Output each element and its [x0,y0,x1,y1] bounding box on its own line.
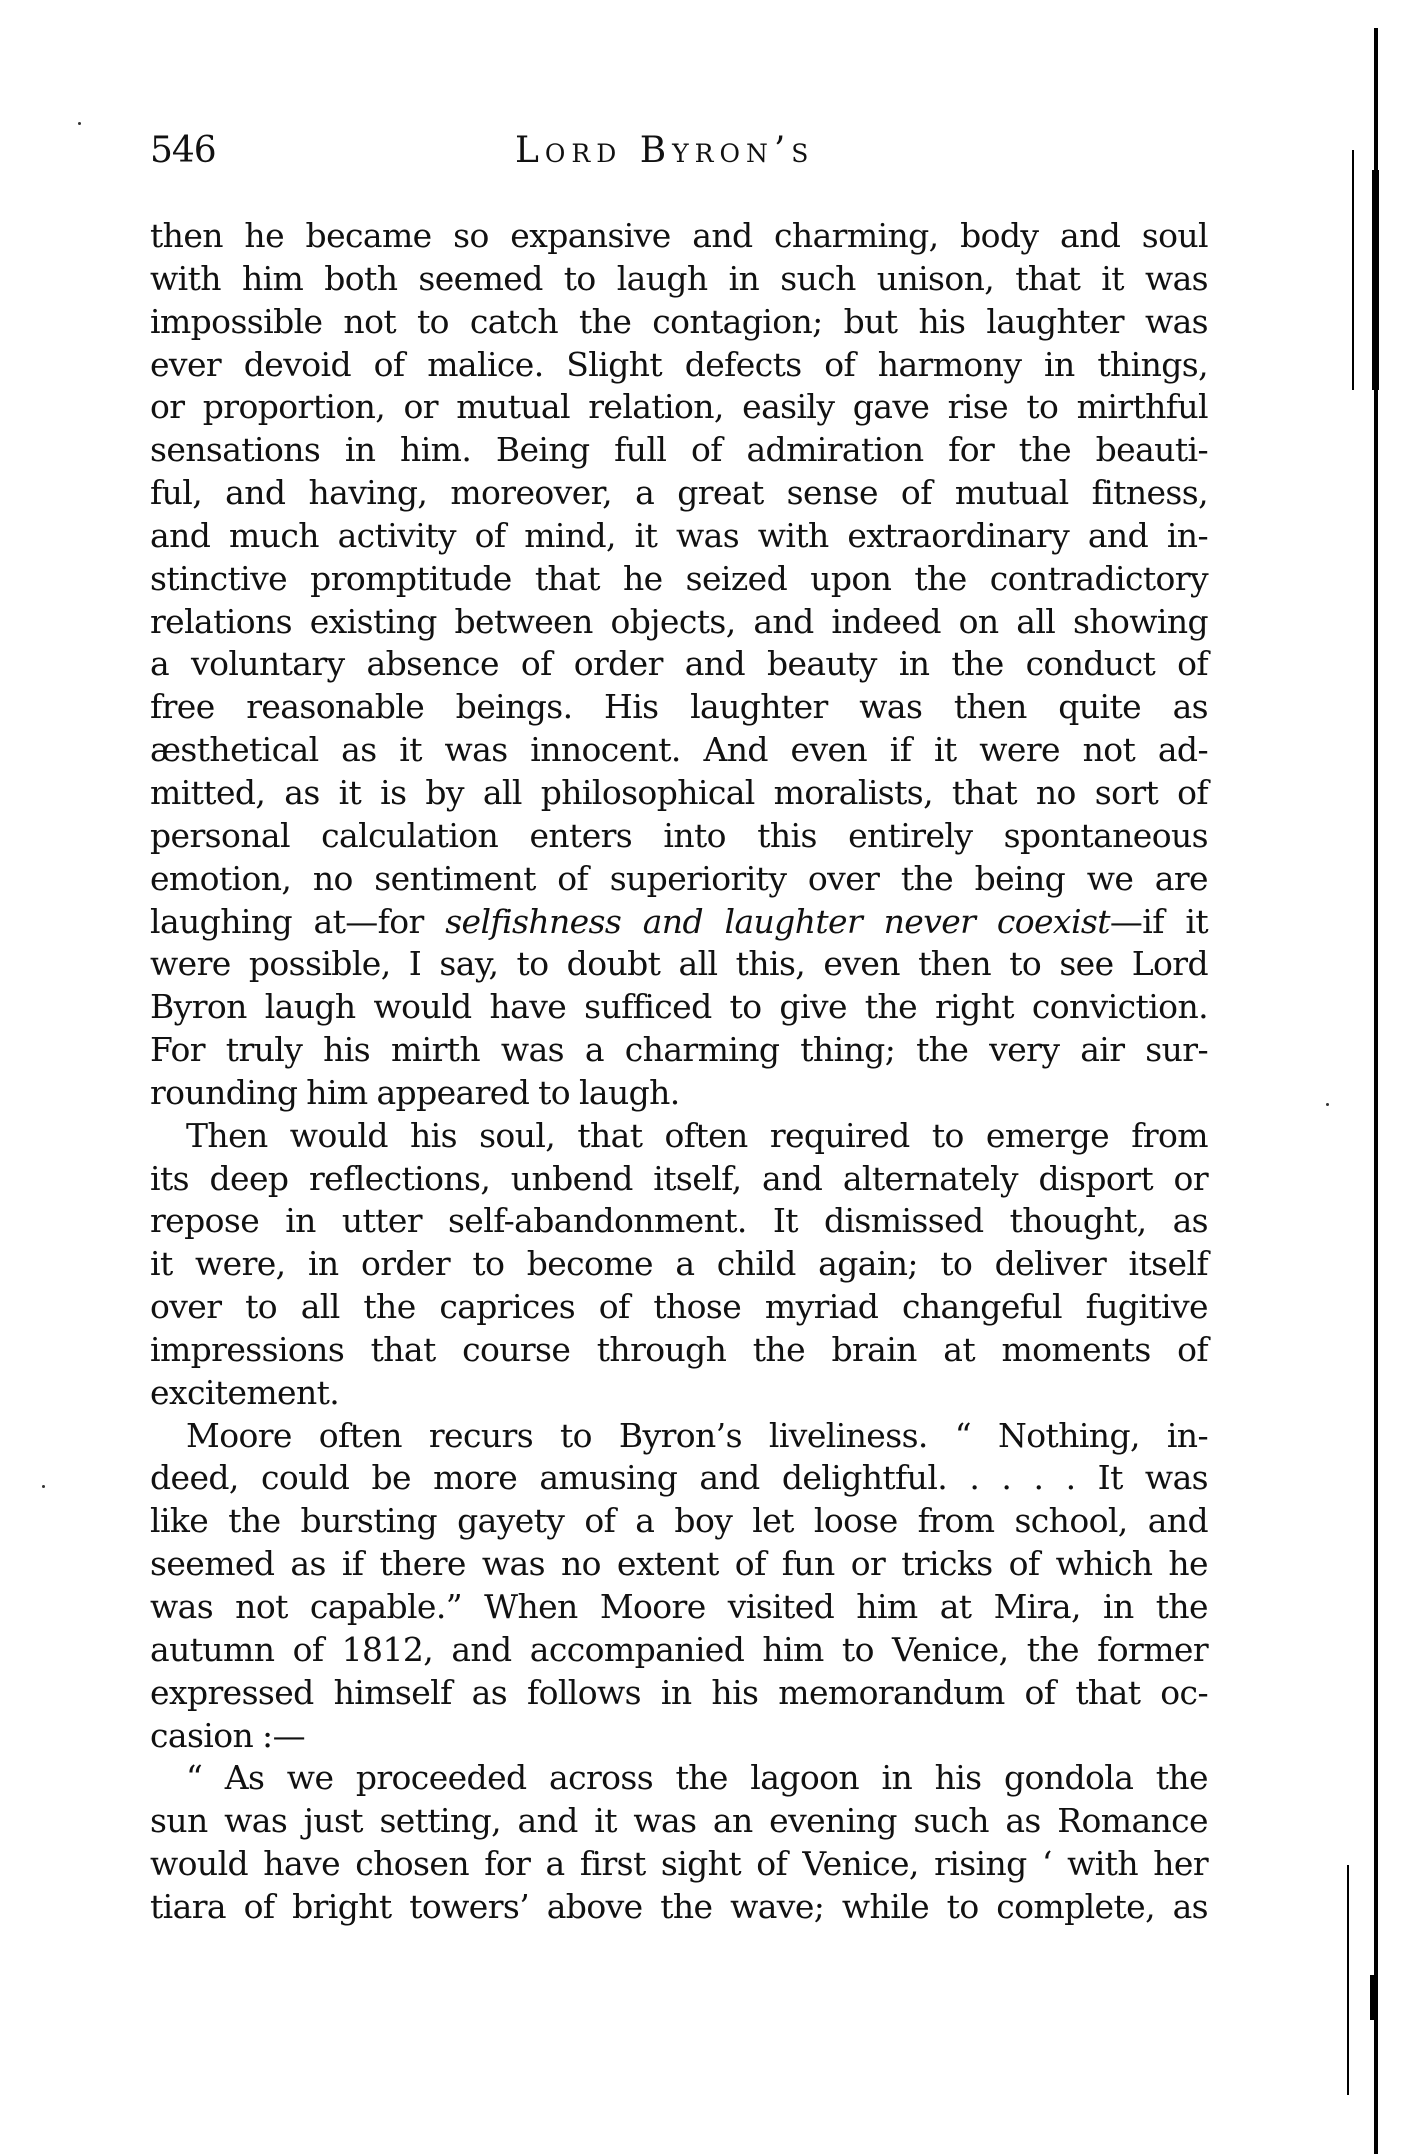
text-line: æsthetical as it was innocent. And even if it were not ad- [150,730,1208,770]
page-edge-shadow [1372,170,1379,390]
text-line: and much activity of mind, it was with extraordinary and in- [150,515,1208,555]
running-title: Lord Byron’s [515,130,815,171]
text-line: relations existing between objects, and indeed on all showing [150,601,1208,641]
scan-speck [42,1485,45,1488]
text-line: ever devoid of malice. Slight defects of harmony in things, [150,344,1208,384]
text-line: impressions that course through the brain at moments of [150,1329,1208,1369]
text-line: free reasonable beings. His laughter was then quite as [150,687,1208,727]
running-head [150,128,1208,174]
text-line-with-italic [150,901,1208,944]
text-line: For truly his mirth was a charming thing; the very air sur- [150,1030,1208,1070]
text-line: would have chosen for a first sight of Venice, rising ‘ with her [150,1844,1208,1884]
paragraph-start-line: Moore often recurs to Byron’s liveliness. “ Nothing, in- [186,1415,1208,1455]
text-segment: —if it [1109,901,1208,941]
text-line: sun was just setting, and it was an evening such as Romance [150,1801,1208,1841]
text-line: sensations in him. Being full of admiration for the beauti- [150,430,1208,470]
text-line: mitted, as it is by all philosophical moralists, that no sort of [150,772,1208,812]
text-line: deed, could be more amusing and delightful. . . . . It was [150,1458,1208,1498]
paragraph-end-line: rounding him appeared to laugh. [150,1072,680,1112]
paragraph-end-line: casion :— [150,1715,305,1755]
text-line: personal calculation enters into this entirely spontaneous [150,815,1208,855]
text-line: ful, and having, moreover, a great sense of mutual fitness, [150,473,1208,513]
text-line: repose in utter self-abandonment. It dismissed thought, as [150,1201,1208,1241]
text-line: tiara of bright towers’ above the wave; while to complete, as [150,1886,1208,1926]
text-line: emotion, no sentiment of superiority over the being we are [150,858,1208,898]
page-edge-line-inner [1347,1865,1349,2095]
text-line: Byron laugh would have sufficed to give the right conviction. [150,987,1208,1027]
text-segment: laughing at—for [150,901,446,941]
text-line: then he became so expansive and charming, body and soul [150,216,1208,255]
text-line: expressed himself as follows in his memorandum of that oc- [150,1672,1208,1712]
text-line: was not capable.” When Moore visited him at Mira, in the [150,1587,1208,1626]
text-line: with him both seemed to laugh in such unison, that it was [150,258,1208,298]
paragraph-end-line: excitement. [150,1372,340,1412]
page-edge-shadow [1370,1975,1376,2020]
text-line: autumn of 1812, and accompanied him to Venice, the former [150,1629,1208,1669]
paragraph-start-line: Then would his soul, that often required to emerge from [186,1115,1208,1155]
scan-speck [78,122,81,125]
text-line: it were, in order to become a child again; to deliver itself [150,1244,1208,1284]
page-number: 546 [150,130,216,171]
text-line: impossible not to catch the contagion; but his laughter was [150,301,1208,341]
text-line: seemed as if there was no extent of fun or tricks of which he [150,1544,1208,1584]
body-text [150,215,1208,1929]
text-line: were possible, I say, to doubt all this, even then to see Lord [150,944,1208,984]
text-line: over to all the caprices of those myriad changeful fugitive [150,1287,1208,1327]
text-line: its deep reflections, unbend itself, and alternately disport or [150,1158,1208,1198]
text-line: like the bursting gayety of a boy let loose from school, and [150,1501,1208,1541]
text-line: a voluntary absence of order and beauty in the conduct of [150,644,1208,684]
scan-speck [1326,1103,1329,1106]
page-edge-line-inner [1352,150,1354,390]
text-line: stinctive promptitude that he seized upon the contradictory [150,558,1208,598]
text-line: or proportion, or mutual relation, easily gave rise to mirthful [150,387,1208,427]
italic-phrase: selfishness and laughter never coexist [445,901,1110,941]
paragraph-start-line: “ As we proceeded across the lagoon in his gondola the [186,1758,1208,1798]
